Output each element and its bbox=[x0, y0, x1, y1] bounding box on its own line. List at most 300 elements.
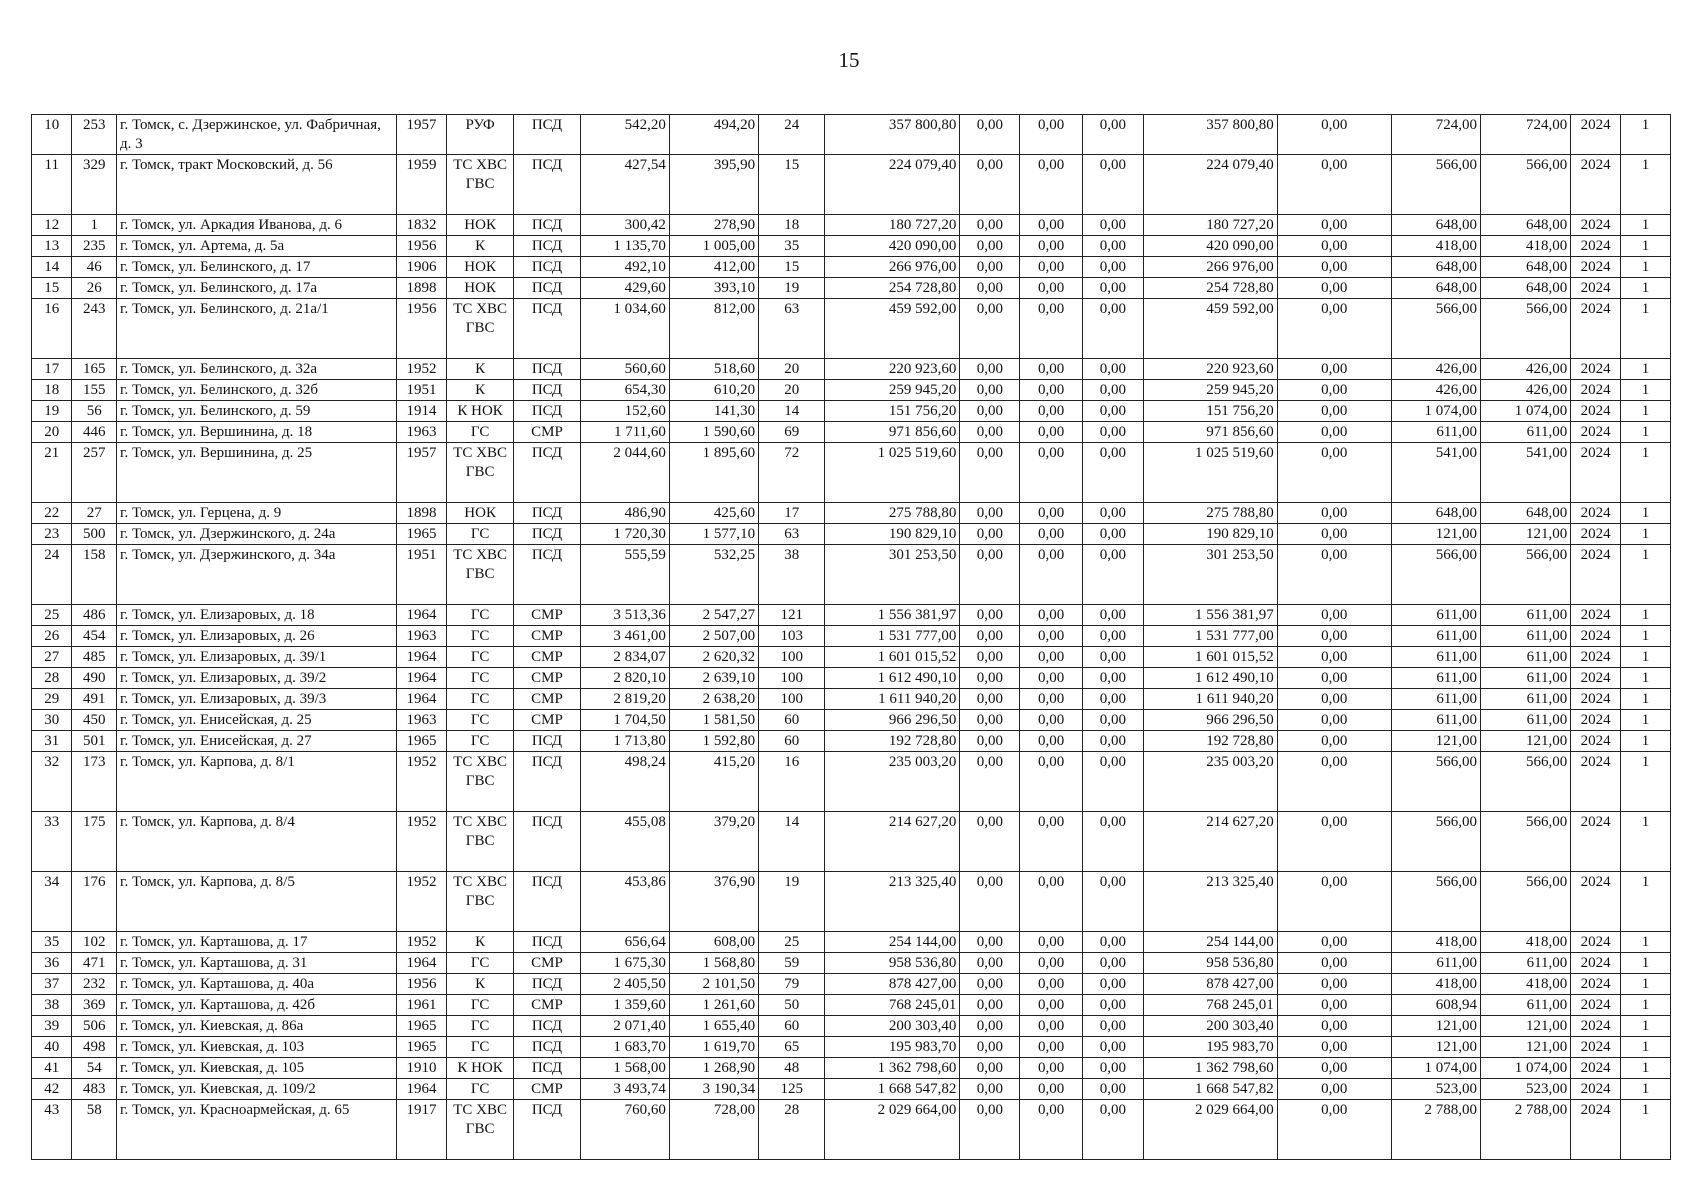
cell-address: г. Томск, ул. Белинского, д. 17 bbox=[117, 257, 397, 278]
cell-living-area: 2 639,10 bbox=[669, 668, 758, 689]
cell-priority: 1 bbox=[1621, 974, 1671, 995]
cell-total-cost: 180 727,20 bbox=[825, 215, 960, 236]
cell-unit-cost-limit: 1 074,00 bbox=[1481, 1058, 1571, 1079]
cell-priority: 1 bbox=[1621, 503, 1671, 524]
cell-year: 2024 bbox=[1571, 710, 1621, 731]
cell-address: г. Томск, ул. Дзержинского, д. 24а bbox=[117, 524, 397, 545]
cell-living-area: 1 581,50 bbox=[669, 710, 758, 731]
cell-cost-owners: 266 976,00 bbox=[1143, 257, 1277, 278]
table-row bbox=[32, 626, 1671, 647]
cell-house-id: 1 bbox=[72, 215, 117, 236]
cell-cost-other: 0,00 bbox=[1277, 974, 1391, 995]
cell-cost-other: 0,00 bbox=[1277, 812, 1391, 872]
cell-unit-cost: 608,94 bbox=[1391, 995, 1480, 1016]
cell-cost-fund: 0,00 bbox=[960, 731, 1020, 752]
cell-cost-other: 0,00 bbox=[1277, 1016, 1391, 1037]
cell-house-id: 500 bbox=[72, 524, 117, 545]
cell-cost-fund: 0,00 bbox=[960, 299, 1020, 359]
cell-row-number: 10 bbox=[32, 115, 72, 155]
cell-unit-cost: 611,00 bbox=[1391, 668, 1480, 689]
cell-cost-municipal: 0,00 bbox=[1082, 257, 1143, 278]
cell-unit-cost-limit: 611,00 bbox=[1481, 689, 1571, 710]
cell-build-year: 1957 bbox=[397, 115, 447, 155]
cell-work-type: ГС bbox=[446, 953, 513, 974]
cell-total-area: 486,90 bbox=[580, 503, 669, 524]
cell-address: г. Томск, ул. Енисейская, д. 25 bbox=[117, 710, 397, 731]
cell-cost-budget: 0,00 bbox=[1020, 1037, 1082, 1058]
cell-cost-other: 0,00 bbox=[1277, 257, 1391, 278]
cell-total-area: 152,60 bbox=[580, 401, 669, 422]
cell-cost-budget: 0,00 bbox=[1020, 299, 1082, 359]
cell-unit-cost: 611,00 bbox=[1391, 605, 1480, 626]
cell-cost-budget: 0,00 bbox=[1020, 380, 1082, 401]
cell-address: г. Томск, ул. Белинского, д. 32б bbox=[117, 380, 397, 401]
cell-work-type: К НОК bbox=[446, 1058, 513, 1079]
cell-total-area: 492,10 bbox=[580, 257, 669, 278]
cell-priority: 1 bbox=[1621, 257, 1671, 278]
cell-work-type: ТС ХВС ГВС bbox=[446, 872, 513, 932]
cell-cost-owners: 1 611 940,20 bbox=[1143, 689, 1277, 710]
cell-cost-owners: 420 090,00 bbox=[1143, 236, 1277, 257]
cell-priority: 1 bbox=[1621, 1058, 1671, 1079]
cell-priority: 1 bbox=[1621, 115, 1671, 155]
cell-unit-cost-limit: 611,00 bbox=[1481, 995, 1571, 1016]
cell-cost-owners: 180 727,20 bbox=[1143, 215, 1277, 236]
cell-cost-other: 0,00 bbox=[1277, 422, 1391, 443]
cell-work-type: К bbox=[446, 932, 513, 953]
cell-cost-owners: 958 536,80 bbox=[1143, 953, 1277, 974]
cell-unit-cost: 426,00 bbox=[1391, 380, 1480, 401]
cell-house-id: 446 bbox=[72, 422, 117, 443]
cell-cost-other: 0,00 bbox=[1277, 647, 1391, 668]
cell-unit-cost-limit: 611,00 bbox=[1481, 422, 1571, 443]
cell-cost-budget: 0,00 bbox=[1020, 668, 1082, 689]
cell-address: г. Томск, ул. Вершинина, д. 18 bbox=[117, 422, 397, 443]
cell-cost-owners: 220 923,60 bbox=[1143, 359, 1277, 380]
cell-cost-municipal: 0,00 bbox=[1082, 974, 1143, 995]
cell-total-area: 656,64 bbox=[580, 932, 669, 953]
cell-house-id: 485 bbox=[72, 647, 117, 668]
cell-house-id: 56 bbox=[72, 401, 117, 422]
cell-row-number: 17 bbox=[32, 359, 72, 380]
cell-house-id: 54 bbox=[72, 1058, 117, 1079]
cell-priority: 1 bbox=[1621, 731, 1671, 752]
cell-work-type: ГС bbox=[446, 626, 513, 647]
cell-priority: 1 bbox=[1621, 545, 1671, 605]
table-row bbox=[32, 953, 1671, 974]
table-row bbox=[32, 872, 1671, 932]
cell-row-number: 25 bbox=[32, 605, 72, 626]
cell-cost-budget: 0,00 bbox=[1020, 359, 1082, 380]
cell-total-cost: 1 611 940,20 bbox=[825, 689, 960, 710]
cell-total-area: 427,54 bbox=[580, 155, 669, 215]
table-row bbox=[32, 710, 1671, 731]
cell-cost-other: 0,00 bbox=[1277, 278, 1391, 299]
cell-total-cost: 459 592,00 bbox=[825, 299, 960, 359]
cell-cost-fund: 0,00 bbox=[960, 380, 1020, 401]
cell-cost-budget: 0,00 bbox=[1020, 626, 1082, 647]
cell-row-number: 28 bbox=[32, 668, 72, 689]
table-row bbox=[32, 115, 1671, 155]
cell-priority: 1 bbox=[1621, 443, 1671, 503]
cell-residents: 15 bbox=[759, 257, 825, 278]
cell-year: 2024 bbox=[1571, 115, 1621, 155]
cell-cost-budget: 0,00 bbox=[1020, 155, 1082, 215]
cell-row-number: 33 bbox=[32, 812, 72, 872]
cell-cost-other: 0,00 bbox=[1277, 1079, 1391, 1100]
cell-stage: ПСД bbox=[514, 236, 580, 257]
cell-total-area: 1 034,60 bbox=[580, 299, 669, 359]
cell-total-area: 1 683,70 bbox=[580, 1037, 669, 1058]
cell-cost-owners: 1 668 547,82 bbox=[1143, 1079, 1277, 1100]
cell-cost-other: 0,00 bbox=[1277, 872, 1391, 932]
cell-house-id: 165 bbox=[72, 359, 117, 380]
cell-priority: 1 bbox=[1621, 299, 1671, 359]
cell-cost-fund: 0,00 bbox=[960, 626, 1020, 647]
cell-priority: 1 bbox=[1621, 689, 1671, 710]
cell-work-type: ГС bbox=[446, 422, 513, 443]
cell-row-number: 39 bbox=[32, 1016, 72, 1037]
cell-row-number: 37 bbox=[32, 974, 72, 995]
cell-cost-other: 0,00 bbox=[1277, 995, 1391, 1016]
cell-cost-owners: 1 025 519,60 bbox=[1143, 443, 1277, 503]
cell-total-cost: 301 253,50 bbox=[825, 545, 960, 605]
cell-address: г. Томск, ул. Елизаровых, д. 26 bbox=[117, 626, 397, 647]
cell-work-type: ГС bbox=[446, 605, 513, 626]
cell-house-id: 27 bbox=[72, 503, 117, 524]
cell-cost-municipal: 0,00 bbox=[1082, 731, 1143, 752]
cell-year: 2024 bbox=[1571, 1100, 1621, 1160]
cell-year: 2024 bbox=[1571, 236, 1621, 257]
cell-work-type: К bbox=[446, 974, 513, 995]
cell-cost-municipal: 0,00 bbox=[1082, 115, 1143, 155]
cell-year: 2024 bbox=[1571, 605, 1621, 626]
cell-year: 2024 bbox=[1571, 299, 1621, 359]
cell-row-number: 23 bbox=[32, 524, 72, 545]
cell-cost-fund: 0,00 bbox=[960, 401, 1020, 422]
cell-total-cost: 768 245,01 bbox=[825, 995, 960, 1016]
table-row bbox=[32, 278, 1671, 299]
cell-cost-fund: 0,00 bbox=[960, 422, 1020, 443]
cell-priority: 1 bbox=[1621, 215, 1671, 236]
cell-cost-budget: 0,00 bbox=[1020, 710, 1082, 731]
cell-address: г. Томск, ул. Карташова, д. 31 bbox=[117, 953, 397, 974]
cell-address: г. Томск, ул. Белинского, д. 21а/1 bbox=[117, 299, 397, 359]
cell-stage: ПСД bbox=[514, 932, 580, 953]
table-row bbox=[32, 359, 1671, 380]
cell-unit-cost-limit: 121,00 bbox=[1481, 524, 1571, 545]
cell-total-cost: 878 427,00 bbox=[825, 974, 960, 995]
cell-cost-other: 0,00 bbox=[1277, 689, 1391, 710]
cell-cost-municipal: 0,00 bbox=[1082, 215, 1143, 236]
cell-stage: СМР bbox=[514, 668, 580, 689]
cell-total-cost: 1 531 777,00 bbox=[825, 626, 960, 647]
cell-unit-cost: 566,00 bbox=[1391, 299, 1480, 359]
cell-living-area: 1 577,10 bbox=[669, 524, 758, 545]
cell-unit-cost-limit: 566,00 bbox=[1481, 872, 1571, 932]
cell-cost-municipal: 0,00 bbox=[1082, 359, 1143, 380]
cell-work-type: ТС ХВС ГВС bbox=[446, 299, 513, 359]
cell-cost-owners: 213 325,40 bbox=[1143, 872, 1277, 932]
cell-cost-fund: 0,00 bbox=[960, 995, 1020, 1016]
cell-year: 2024 bbox=[1571, 668, 1621, 689]
cell-row-number: 41 bbox=[32, 1058, 72, 1079]
cell-unit-cost-limit: 566,00 bbox=[1481, 752, 1571, 812]
cell-living-area: 2 620,32 bbox=[669, 647, 758, 668]
cell-cost-owners: 1 362 798,60 bbox=[1143, 1058, 1277, 1079]
cell-build-year: 1917 bbox=[397, 1100, 447, 1160]
cell-build-year: 1952 bbox=[397, 752, 447, 812]
cell-address: г. Томск, ул. Карпова, д. 8/1 bbox=[117, 752, 397, 812]
cell-cost-budget: 0,00 bbox=[1020, 1016, 1082, 1037]
cell-cost-municipal: 0,00 bbox=[1082, 278, 1143, 299]
cell-cost-fund: 0,00 bbox=[960, 668, 1020, 689]
cell-unit-cost: 566,00 bbox=[1391, 752, 1480, 812]
cell-row-number: 14 bbox=[32, 257, 72, 278]
cell-house-id: 243 bbox=[72, 299, 117, 359]
cell-total-cost: 190 829,10 bbox=[825, 524, 960, 545]
cell-stage: ПСД bbox=[514, 257, 580, 278]
table-row bbox=[32, 668, 1671, 689]
cell-build-year: 1965 bbox=[397, 524, 447, 545]
cell-cost-owners: 275 788,80 bbox=[1143, 503, 1277, 524]
cell-living-area: 518,60 bbox=[669, 359, 758, 380]
cell-build-year: 1951 bbox=[397, 545, 447, 605]
cell-work-type: К bbox=[446, 236, 513, 257]
cell-work-type: НОК bbox=[446, 215, 513, 236]
cell-cost-other: 0,00 bbox=[1277, 932, 1391, 953]
cell-work-type: НОК bbox=[446, 257, 513, 278]
cell-living-area: 1 261,60 bbox=[669, 995, 758, 1016]
cell-cost-municipal: 0,00 bbox=[1082, 953, 1143, 974]
cell-address: г. Томск, ул. Киевская, д. 105 bbox=[117, 1058, 397, 1079]
cell-cost-owners: 459 592,00 bbox=[1143, 299, 1277, 359]
cell-address: г. Томск, ул. Киевская, д. 86а bbox=[117, 1016, 397, 1037]
cell-house-id: 498 bbox=[72, 1037, 117, 1058]
cell-work-type: ГС bbox=[446, 1079, 513, 1100]
cell-cost-municipal: 0,00 bbox=[1082, 932, 1143, 953]
cell-total-area: 300,42 bbox=[580, 215, 669, 236]
cell-total-cost: 213 325,40 bbox=[825, 872, 960, 932]
cell-stage: ПСД bbox=[514, 545, 580, 605]
cell-stage: СМР bbox=[514, 689, 580, 710]
cell-unit-cost: 426,00 bbox=[1391, 359, 1480, 380]
cell-build-year: 1964 bbox=[397, 668, 447, 689]
cell-total-cost: 254 144,00 bbox=[825, 932, 960, 953]
cell-cost-budget: 0,00 bbox=[1020, 1079, 1082, 1100]
cell-unit-cost: 566,00 bbox=[1391, 872, 1480, 932]
cell-unit-cost: 566,00 bbox=[1391, 812, 1480, 872]
table-row bbox=[32, 752, 1671, 812]
cell-cost-other: 0,00 bbox=[1277, 1058, 1391, 1079]
cell-unit-cost: 523,00 bbox=[1391, 1079, 1480, 1100]
cell-living-area: 425,60 bbox=[669, 503, 758, 524]
cell-cost-budget: 0,00 bbox=[1020, 257, 1082, 278]
cell-total-area: 2 834,07 bbox=[580, 647, 669, 668]
cell-cost-municipal: 0,00 bbox=[1082, 626, 1143, 647]
table-row bbox=[32, 995, 1671, 1016]
cell-cost-owners: 235 003,20 bbox=[1143, 752, 1277, 812]
cell-house-id: 175 bbox=[72, 812, 117, 872]
cell-year: 2024 bbox=[1571, 545, 1621, 605]
cell-work-type: НОК bbox=[446, 278, 513, 299]
cell-priority: 1 bbox=[1621, 626, 1671, 647]
cell-unit-cost: 121,00 bbox=[1391, 1016, 1480, 1037]
cell-year: 2024 bbox=[1571, 359, 1621, 380]
cell-total-cost: 1 612 490,10 bbox=[825, 668, 960, 689]
cell-unit-cost-limit: 566,00 bbox=[1481, 155, 1571, 215]
cell-unit-cost-limit: 121,00 bbox=[1481, 1037, 1571, 1058]
table-row bbox=[32, 1100, 1671, 1160]
table-row bbox=[32, 422, 1671, 443]
table-row bbox=[32, 1079, 1671, 1100]
table-row bbox=[32, 155, 1671, 215]
cell-cost-other: 0,00 bbox=[1277, 443, 1391, 503]
cell-total-cost: 235 003,20 bbox=[825, 752, 960, 812]
cell-house-id: 257 bbox=[72, 443, 117, 503]
cell-total-cost: 214 627,20 bbox=[825, 812, 960, 872]
cell-total-cost: 275 788,80 bbox=[825, 503, 960, 524]
cell-unit-cost-limit: 611,00 bbox=[1481, 647, 1571, 668]
cell-unit-cost-limit: 541,00 bbox=[1481, 443, 1571, 503]
cell-work-type: ГС bbox=[446, 647, 513, 668]
cell-living-area: 379,20 bbox=[669, 812, 758, 872]
cell-stage: ПСД bbox=[514, 278, 580, 299]
table-row bbox=[32, 503, 1671, 524]
cell-residents: 59 bbox=[759, 953, 825, 974]
cell-house-id: 369 bbox=[72, 995, 117, 1016]
cell-cost-owners: 259 945,20 bbox=[1143, 380, 1277, 401]
cell-stage: ПСД bbox=[514, 155, 580, 215]
cell-cost-municipal: 0,00 bbox=[1082, 299, 1143, 359]
table-row bbox=[32, 812, 1671, 872]
cell-cost-owners: 1 531 777,00 bbox=[1143, 626, 1277, 647]
cell-residents: 18 bbox=[759, 215, 825, 236]
cell-row-number: 32 bbox=[32, 752, 72, 812]
cell-build-year: 1952 bbox=[397, 812, 447, 872]
cell-year: 2024 bbox=[1571, 812, 1621, 872]
cell-row-number: 21 bbox=[32, 443, 72, 503]
cell-build-year: 1906 bbox=[397, 257, 447, 278]
cell-priority: 1 bbox=[1621, 422, 1671, 443]
cell-total-cost: 1 362 798,60 bbox=[825, 1058, 960, 1079]
cell-total-cost: 966 296,50 bbox=[825, 710, 960, 731]
cell-unit-cost-limit: 611,00 bbox=[1481, 710, 1571, 731]
cell-living-area: 1 895,60 bbox=[669, 443, 758, 503]
cell-total-area: 555,59 bbox=[580, 545, 669, 605]
cell-cost-fund: 0,00 bbox=[960, 236, 1020, 257]
cell-total-cost: 254 728,80 bbox=[825, 278, 960, 299]
cell-unit-cost-limit: 121,00 bbox=[1481, 1016, 1571, 1037]
cell-cost-fund: 0,00 bbox=[960, 115, 1020, 155]
table-body bbox=[32, 115, 1671, 1160]
table-row bbox=[32, 545, 1671, 605]
cell-cost-owners: 1 556 381,97 bbox=[1143, 605, 1277, 626]
cell-cost-owners: 254 728,80 bbox=[1143, 278, 1277, 299]
cell-cost-municipal: 0,00 bbox=[1082, 524, 1143, 545]
cell-stage: ПСД bbox=[514, 524, 580, 545]
cell-house-id: 26 bbox=[72, 278, 117, 299]
cell-work-type: К НОК bbox=[446, 401, 513, 422]
cell-build-year: 1832 bbox=[397, 215, 447, 236]
cell-year: 2024 bbox=[1571, 524, 1621, 545]
cell-residents: 79 bbox=[759, 974, 825, 995]
cell-cost-municipal: 0,00 bbox=[1082, 605, 1143, 626]
cell-unit-cost: 566,00 bbox=[1391, 155, 1480, 215]
cell-residents: 28 bbox=[759, 1100, 825, 1160]
table-row bbox=[32, 1058, 1671, 1079]
cell-total-area: 1 704,50 bbox=[580, 710, 669, 731]
cell-living-area: 1 619,70 bbox=[669, 1037, 758, 1058]
cell-living-area: 1 268,90 bbox=[669, 1058, 758, 1079]
cell-stage: СМР bbox=[514, 995, 580, 1016]
cell-total-area: 2 405,50 bbox=[580, 974, 669, 995]
cell-unit-cost-limit: 121,00 bbox=[1481, 731, 1571, 752]
cell-cost-budget: 0,00 bbox=[1020, 115, 1082, 155]
table-row bbox=[32, 236, 1671, 257]
cell-cost-fund: 0,00 bbox=[960, 932, 1020, 953]
cell-stage: ПСД bbox=[514, 299, 580, 359]
cell-house-id: 176 bbox=[72, 872, 117, 932]
cell-residents: 60 bbox=[759, 731, 825, 752]
cell-total-area: 1 711,60 bbox=[580, 422, 669, 443]
page-number: 15 bbox=[838, 48, 860, 72]
cell-address: г. Томск, ул. Карпова, д. 8/4 bbox=[117, 812, 397, 872]
cell-cost-fund: 0,00 bbox=[960, 1079, 1020, 1100]
cell-cost-other: 0,00 bbox=[1277, 752, 1391, 812]
cell-residents: 100 bbox=[759, 647, 825, 668]
repair-program-table bbox=[31, 114, 1671, 1160]
cell-cost-other: 0,00 bbox=[1277, 215, 1391, 236]
cell-total-cost: 259 945,20 bbox=[825, 380, 960, 401]
cell-build-year: 1957 bbox=[397, 443, 447, 503]
cell-unit-cost-limit: 523,00 bbox=[1481, 1079, 1571, 1100]
cell-house-id: 454 bbox=[72, 626, 117, 647]
cell-cost-municipal: 0,00 bbox=[1082, 710, 1143, 731]
cell-living-area: 2 101,50 bbox=[669, 974, 758, 995]
cell-cost-other: 0,00 bbox=[1277, 710, 1391, 731]
cell-residents: 65 bbox=[759, 1037, 825, 1058]
cell-address: г. Томск, ул. Киевская, д. 109/2 bbox=[117, 1079, 397, 1100]
cell-cost-fund: 0,00 bbox=[960, 1037, 1020, 1058]
cell-cost-budget: 0,00 bbox=[1020, 647, 1082, 668]
cell-cost-fund: 0,00 bbox=[960, 872, 1020, 932]
cell-work-type: ГС bbox=[446, 524, 513, 545]
cell-address: г. Томск, ул. Карташова, д. 42б bbox=[117, 995, 397, 1016]
cell-stage: СМР bbox=[514, 710, 580, 731]
cell-address: г. Томск, ул. Елизаровых, д. 39/3 bbox=[117, 689, 397, 710]
cell-address: г. Томск, ул. Герцена, д. 9 bbox=[117, 503, 397, 524]
cell-row-number: 43 bbox=[32, 1100, 72, 1160]
cell-house-id: 102 bbox=[72, 932, 117, 953]
cell-work-type: ТС ХВС ГВС bbox=[446, 1100, 513, 1160]
cell-stage: ПСД bbox=[514, 872, 580, 932]
cell-living-area: 1 655,40 bbox=[669, 1016, 758, 1037]
cell-unit-cost-limit: 426,00 bbox=[1481, 359, 1571, 380]
cell-priority: 1 bbox=[1621, 932, 1671, 953]
cell-cost-other: 0,00 bbox=[1277, 668, 1391, 689]
cell-year: 2024 bbox=[1571, 752, 1621, 812]
cell-residents: 100 bbox=[759, 668, 825, 689]
cell-priority: 1 bbox=[1621, 380, 1671, 401]
cell-stage: ПСД bbox=[514, 503, 580, 524]
cell-unit-cost: 418,00 bbox=[1391, 974, 1480, 995]
cell-row-number: 19 bbox=[32, 401, 72, 422]
cell-living-area: 3 190,34 bbox=[669, 1079, 758, 1100]
cell-cost-municipal: 0,00 bbox=[1082, 668, 1143, 689]
cell-cost-budget: 0,00 bbox=[1020, 974, 1082, 995]
cell-residents: 103 bbox=[759, 626, 825, 647]
